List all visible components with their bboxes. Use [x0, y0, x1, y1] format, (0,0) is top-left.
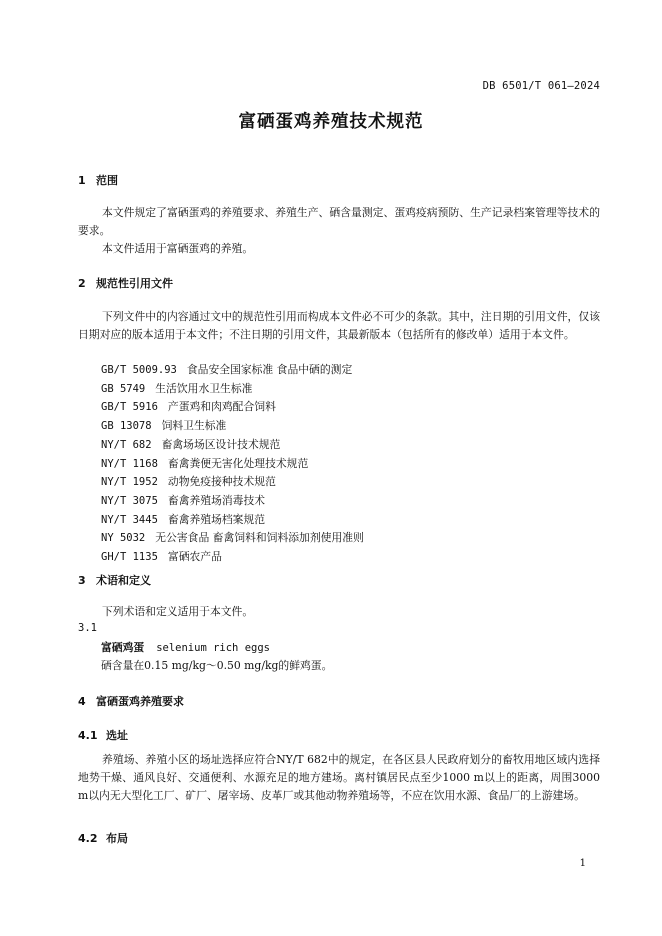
document-code: DB 6501/T 061—2024: [482, 80, 600, 92]
reference-item: [101, 380, 364, 399]
reference-code: NY/T 3445: [101, 513, 158, 526]
reference-title: 无公害食品 畜禽饲料和饲料添加剂使用准则: [155, 531, 364, 545]
reference-item: [101, 529, 364, 548]
reference-item: [101, 492, 364, 511]
section-title: 规范性引用文件: [96, 277, 173, 290]
reference-code: GH/T 1135: [101, 551, 158, 564]
reference-title: 动物免疫接种技术规范: [167, 475, 276, 489]
subsection-number: 4.2: [78, 832, 98, 845]
section-title: 富硒蛋鸡养殖要求: [96, 695, 184, 708]
term-english: selenium rich eggs: [156, 642, 270, 654]
reference-list: [101, 361, 364, 567]
reference-title: 畜禽养殖场消毒技术: [167, 493, 266, 507]
reference-title: 富硒农产品: [167, 550, 222, 564]
term-number: 3.1: [78, 622, 97, 634]
subsection-4-1-paragraph: 养殖场、养殖小区的场址选择应符合NY/T 682中的规定，在各区县人民政府划分的畜牧用地区域内选择地势干燥、通风良好、交通便利、水源充足的地方建场。离村镇居民点至少1000 m以上的距离，周围3000 m以内无大型化工厂、矿厂、屠宰场、皮革厂或其他动物养殖场等，不应在饮用水源、食品厂的上游建场。: [78, 753, 600, 802]
term-chinese: 富硒鸡蛋: [101, 641, 145, 654]
reference-item: [101, 417, 364, 436]
reference-item: [101, 455, 364, 474]
term-definition: 硒含量在0.15 mg/kg～0.50 mg/kg的鲜鸡蛋。: [101, 659, 333, 672]
document-title: 富硒蛋鸡养殖技术规范: [238, 112, 424, 132]
reference-code: NY/T 1168: [101, 457, 158, 470]
section-1-paragraph: 本文件规定了富硒蛋鸡的养殖要求、养殖生产、硒含量测定、蛋鸡疫病预防、生产记录档案管理等技术的要求。: [78, 206, 600, 237]
reference-code: GB/T 5009.93: [101, 364, 177, 376]
section-3-heading: [78, 572, 151, 588]
section-title: 术语和定义: [96, 574, 151, 587]
reference-code: NY/T 1952: [101, 476, 158, 489]
section-number: 1: [78, 174, 86, 187]
reference-code: NY 5032: [101, 532, 146, 545]
reference-title: 畜禽养殖场档案规范: [167, 512, 266, 526]
reference-title: 饲料卫生标准: [161, 419, 227, 433]
section-1-paragraph: 本文件适用于富硒蛋鸡的养殖。: [102, 242, 254, 255]
subsection-4-2-heading: [78, 830, 128, 846]
section-2-intro: 下列文件中的内容通过文中的规范性引用而构成本文件必不可少的条款。其中，注日期的引用文件，仅该日期对应的版本适用于本文件；不注日期的引用文件，其最新版本（包括所有的修改单）适用于本文件。: [78, 310, 600, 341]
subsection-4-1-heading: [78, 727, 128, 743]
section-2-heading: [78, 275, 173, 291]
term-entry: [101, 640, 270, 655]
reference-title: 产蛋鸡和肉鸡配合饲料: [167, 400, 276, 414]
reference-title: 食品安全国家标准 食品中硒的测定: [186, 363, 353, 376]
reference-item: [101, 361, 364, 380]
subsection-title: 布局: [106, 832, 128, 845]
section-title: 范围: [96, 174, 118, 187]
subsection-number: 4.1: [78, 729, 98, 742]
reference-title: 生活饮用水卫生标准: [155, 381, 253, 395]
reference-code: GB 13078: [101, 420, 152, 433]
reference-code: NY/T 3075: [101, 494, 158, 507]
reference-code: GB 5749: [101, 382, 146, 395]
reference-title: 畜禽粪便无害化处理技术规范: [167, 456, 309, 470]
section-4-heading: [78, 693, 184, 709]
page-number: 1: [579, 858, 586, 869]
section-number: 3: [78, 574, 86, 587]
reference-item: [101, 548, 364, 567]
reference-item: [101, 473, 364, 492]
section-number: 4: [78, 695, 86, 708]
reference-code: NY/T 682: [101, 438, 152, 451]
reference-code: GB/T 5916: [101, 401, 158, 414]
subsection-title: 选址: [106, 729, 128, 742]
section-3-intro: 下列术语和定义适用于本文件。: [102, 605, 254, 618]
section-number: 2: [78, 277, 86, 290]
section-1-heading: [78, 172, 118, 188]
reference-item: [101, 398, 364, 417]
reference-item: [101, 511, 364, 530]
reference-title: 畜禽场场区设计技术规范: [161, 437, 281, 451]
reference-item: [101, 436, 364, 455]
